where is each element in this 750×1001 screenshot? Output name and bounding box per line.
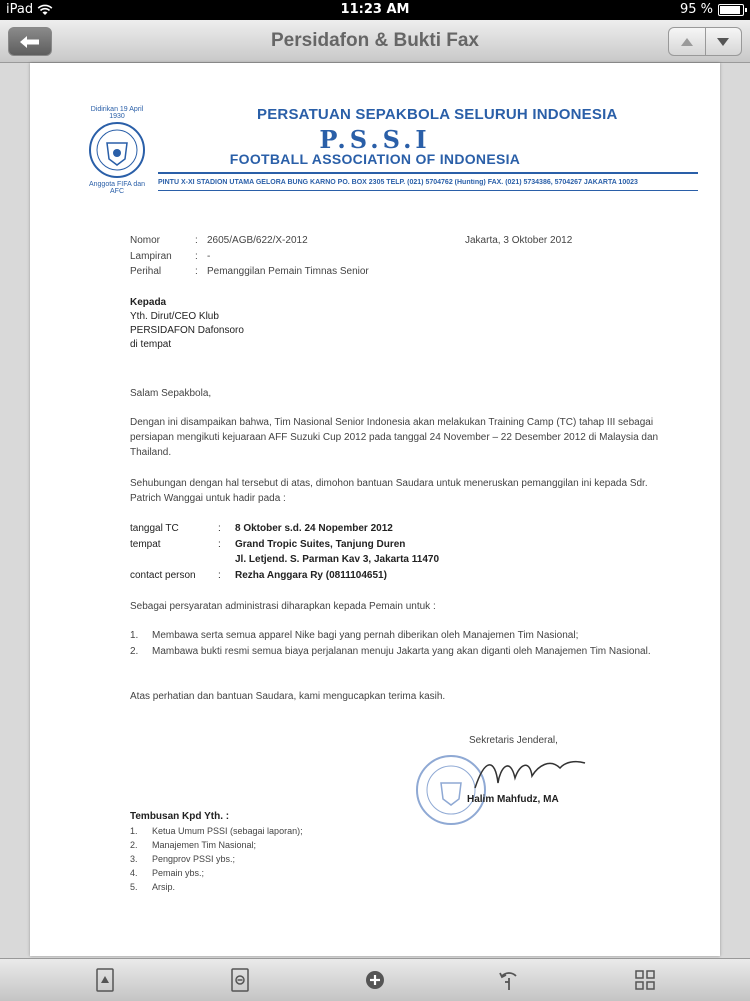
meta-value: 2605/AGB/622/X-2012 [207, 235, 308, 246]
meta-perihal: Perihal : Pemanggilan Pemain Timnas Senior [130, 266, 369, 277]
tc-label: tanggal TC [130, 523, 179, 534]
add-button[interactable] [362, 967, 388, 993]
back-arrow-icon [19, 35, 41, 49]
share-icon [498, 968, 520, 992]
battery-icon [718, 4, 744, 16]
letterhead-org-name: PERSATUAN SEPAKBOLA SELURUH INDONESIA [257, 106, 618, 123]
cc-title: Tembusan Kpd Yth. : [130, 811, 230, 822]
meta-label: Perihal [130, 266, 162, 277]
body-paragraph-1: Dengan ini disampaikan bahwa, Tim Nasional Senior Indonesia akan melakukan Training Camp (TC) tahap III sebagai persiapan mengikuti kejuaraan AFF Suzuki Cup 2012 pada tanggal 24 November – 22 Desember 2012 di Malaysia dan Thailand. [130, 417, 659, 458]
tc-place-row: tempat : Grand Tropic Suites, Tanjung Duren [130, 539, 406, 550]
next-page-button[interactable] [705, 28, 742, 55]
fax-document[interactable] [30, 63, 720, 956]
item-number: 5. [130, 882, 138, 892]
bottom-toolbar [0, 958, 750, 1001]
item-number: 3. [130, 854, 138, 864]
battery-percent: 95 % [679, 2, 713, 17]
meta-value: Pemanggilan Pemain Timnas Senior [207, 266, 369, 277]
status-right [680, 2, 744, 17]
tc-label: tempat [130, 539, 161, 550]
greeting: Salam Sepakbola, [130, 388, 212, 399]
page-navigation-control [668, 27, 742, 56]
tc-value: Jl. Letjend. S. Parman Kav 3, Jakarta 11470 [235, 554, 440, 565]
seal-founded-text: Didirikan 19 April 1930 [90, 106, 144, 120]
meta-label: Lampiran [130, 251, 172, 262]
meta-nomor: Nomor : 2605/AGB/622/X-2012 [130, 235, 308, 246]
cc-item [130, 868, 204, 878]
meta-label: Nomor [130, 235, 161, 246]
closing-paragraph: Atas perhatian dan bantuan Saudara, kami mengucapkan terima kasih. [130, 691, 446, 702]
zoom-icon [230, 968, 250, 992]
meta-value: - [207, 251, 211, 262]
chevron-up-icon [680, 37, 694, 47]
signature-icon [470, 748, 590, 798]
grid-button[interactable] [632, 967, 658, 993]
letterhead-rule-top [158, 172, 698, 174]
cc-item [130, 840, 256, 850]
recipient-line: Kepada [130, 297, 167, 308]
tc-value: Grand Tropic Suites, Tanjung Duren [235, 539, 406, 550]
grid-icon [635, 970, 655, 990]
item-text: Pemain ybs.; [152, 868, 205, 878]
cc-item [130, 882, 175, 892]
item-text: Arsip. [152, 882, 176, 892]
cc-item [130, 826, 303, 836]
requirement-item [130, 644, 670, 659]
item-text: Ketua Umum PSSI (sebagai laporan); [152, 826, 303, 836]
share-button[interactable] [496, 967, 522, 993]
tc-value: Rezha Anggara Ry (0811104651) [235, 570, 387, 581]
page-title: Persidafon & Bukti Fax [271, 30, 479, 51]
clock: 11:23 AM [340, 2, 410, 17]
body-paragraph-2: Sehubungan dengan hal tersebut di atas, dimohon bantuan Saudara untuk meneruskan pemanggilan ini kepada Sdr. Patrich Wanggai untuk hadir pada : [130, 478, 648, 504]
requirement-item [130, 628, 670, 643]
letterhead-abbr: P.S.S.I [319, 125, 431, 154]
tc-label: contact person [130, 570, 196, 581]
letterhead-address: PINTU X-XI STADION UTAMA GELORA BUNG KARNO PO. BOX 2305 TELP. (021) 5704762 (Hunting) FAX. (021) 5734386, 5704267 JAKARTA 10023 [158, 179, 638, 186]
tc-value: 8 Oktober s.d. 24 Nopember 2012 [235, 523, 393, 534]
add-icon [364, 969, 386, 991]
nav-bar [0, 20, 750, 63]
document-button[interactable] [92, 967, 118, 993]
cc-item [130, 854, 235, 864]
tc-contact-row: contact person : Rezha Anggara Ry (0811104651) [130, 570, 387, 581]
letter-date: Jakarta, 3 Oktober 2012 [465, 235, 573, 246]
meta-lampiran: Lampiran : - [130, 251, 211, 262]
item-number: 1. [130, 630, 139, 641]
previous-page-button[interactable] [669, 28, 705, 55]
item-text: Mambawa bukti resmi semua biaya perjalanan menuju Jakarta yang akan diganti oleh Manajemen Tim Nasional. [152, 646, 651, 657]
tc-place-row-2 [130, 554, 439, 565]
seal-member-text: Anggota FIFA dan AFC [88, 181, 146, 195]
recipient-line: di tempat [130, 339, 172, 350]
device-name: iPad [6, 2, 34, 17]
zoom-button[interactable] [227, 967, 253, 993]
signoff-title: Sekretaris Jenderal, [469, 735, 558, 746]
signatory-name: Halim Mahfudz, MA [467, 794, 559, 805]
item-text: Pengprov PSSI ybs.; [152, 854, 236, 864]
status-bar [0, 0, 750, 20]
requirements-intro: Sebagai persyaratan administrasi diharapkan kepada Pemain untuk : [130, 601, 436, 612]
recipient-line: Yth. Dirut/CEO Klub [130, 311, 219, 322]
letterhead-english-name: FOOTBALL ASSOCIATION OF INDONESIA [229, 151, 521, 167]
recipient-line: PERSIDAFON Dafonsoro [130, 325, 244, 336]
item-number: 2. [130, 646, 139, 657]
item-number: 1. [130, 826, 138, 836]
item-text: Manajemen Tim Nasional; [152, 840, 257, 850]
item-text: Membawa serta semua apparel Nike bagi yang pernah diberikan oleh Manajemen Tim Nasional; [152, 630, 579, 641]
back-button[interactable] [8, 27, 52, 56]
tc-date-row: tanggal TC : 8 Oktober s.d. 24 Nopember 2012 [130, 523, 393, 534]
item-number: 4. [130, 868, 138, 878]
letterhead-rule-bottom [158, 190, 698, 191]
item-number: 2. [130, 840, 138, 850]
document-icon [95, 968, 115, 992]
recipient-block [130, 296, 244, 352]
chevron-down-icon [716, 37, 730, 47]
